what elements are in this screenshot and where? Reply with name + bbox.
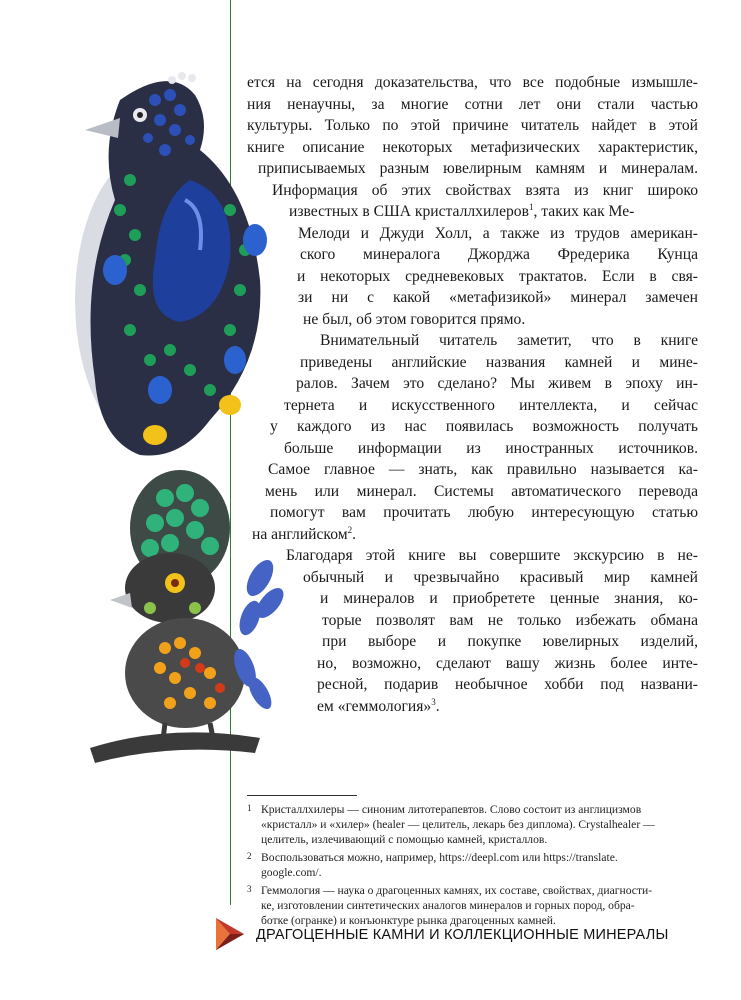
body-line: книге описание некоторых метафизических характеристик,	[247, 139, 698, 156]
body-line: ского минералога Джорджа Фредерика Кунца	[300, 246, 698, 263]
body-line: приписываемых разным ювелирным камням и минералам.	[258, 160, 698, 177]
body-line: больше информации из иностранных источников.	[284, 440, 698, 457]
footnote-number: 2	[247, 851, 252, 861]
footnote-line: Кристаллхилеры — синоним литотерапевтов. Слово состоит из англицизмов	[261, 803, 642, 816]
body-line: но, возможно, сделают вашу жизнь более инте-	[317, 655, 698, 672]
body-line: ресной, подарив необычное хобби под названи-	[317, 676, 698, 693]
footnote-ref: 1	[528, 201, 534, 212]
running-footer-title: ДРАГОЦЕННЫЕ КАМНИ И КОЛЛЕКЦИОННЫЕ МИНЕРАЛЫ	[256, 927, 669, 943]
footnote-line: Воспользоваться можно, например, https://deepl.com или https://translate.	[261, 851, 618, 864]
body-line: и некоторых средневековых трактатов. Если в свя-	[297, 268, 698, 285]
body-line: у каждого из нас появилась возможность получать	[270, 418, 698, 435]
body-line: при выборе и покупке ювелирных изделий,	[322, 633, 698, 650]
gem-triangle-icon	[214, 916, 246, 952]
footnote-3	[247, 883, 687, 931]
body-line: на английском$^2$.	[252, 524, 356, 543]
body-line: Информация об этих свойствах взята из книг широко	[272, 182, 698, 199]
body-line: зи ни с какой «метафизикой» минерал замечен	[298, 289, 698, 306]
footnote-2	[247, 850, 687, 882]
footnote-ref: 3	[431, 696, 436, 707]
footnote-rule	[247, 795, 357, 796]
footnote-line: ботке (огранке) и конъюнктуре рынка драгоценных камней.	[261, 914, 556, 927]
body-line: Внимательный читатель заметит, что в книге	[320, 332, 698, 349]
body-line: не был, об этом говорится прямо.	[303, 311, 526, 328]
body-line: торые позволят вам не только избежать обмана	[322, 612, 698, 629]
body-line: Мелоди и Джуди Холл, а также из трудов американ-	[298, 225, 698, 242]
footnote-number: 3	[247, 884, 252, 894]
body-line: известных в США кристаллхилеров$^1$, таких как Ме-	[289, 201, 635, 220]
body-line: ем «геммология»$^3$.	[317, 696, 440, 715]
footnote-line: «кристалл» и «хилер» (healer — целитель, лекарь без диплома). Crystalhealer —	[261, 818, 655, 831]
footnote-line: ке, изготовлении синтетических аналогов минералов и горных пород, обра-	[261, 899, 635, 912]
body-line: Благодаря этой книге вы совершите экскурсию в не-	[286, 547, 698, 564]
footnote-line: целитель, излечивающий с помощью камней, кристаллов.	[261, 833, 548, 846]
body-line: ния ненаучны, за многие сотни лет они стали частью	[247, 96, 698, 113]
body-line: обычный и чрезвычайно красивый мир камней	[303, 569, 698, 586]
body-line: и минералов и приобретете ценные знания, ко-	[320, 590, 698, 607]
body-line: ется на сегодня доказательства, что все подобные измышле-	[247, 74, 698, 91]
footnote-line: google.com/.	[261, 866, 322, 879]
footnote-ref: 2	[347, 524, 353, 535]
body-line: мень или минерал. Системы автоматического перевода	[265, 483, 698, 500]
body-line: культуры. Только по этой причине читатель найдет в этой	[247, 117, 698, 134]
body-line: тернета и искусственного интеллекта, и сейчас	[284, 397, 698, 414]
footnote-1	[247, 802, 687, 850]
body-line: Самое главное — знать, как правильно называется ка-	[268, 461, 698, 478]
body-line: ралов. Зачем это сделано? Мы живем в эпоху ин-	[296, 375, 698, 392]
body-line: приведены английские названия камней и мине-	[300, 354, 698, 371]
footnote-line: Геммология — наука о драгоценных камнях, их составе, свойствах, диагности-	[261, 884, 653, 897]
body-line: помогут вам прочитать любую интересующую статью	[270, 504, 698, 521]
footnote-number: 1	[247, 803, 252, 813]
